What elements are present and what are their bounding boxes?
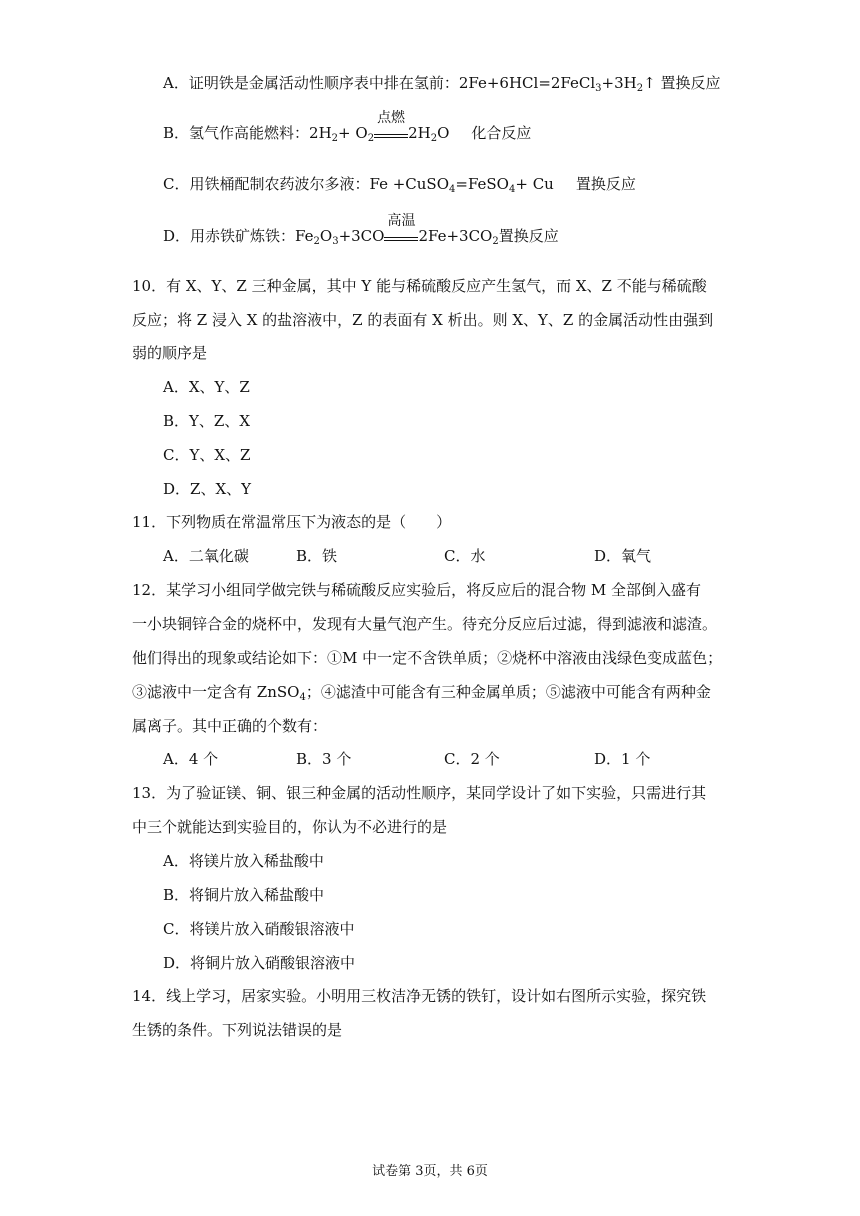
q12-stem-line-2: 一小块铜锌合金的烧杯中，发现有大量气泡产生。待充分反应后过滤，得到滤液和滤渣。 — [132, 615, 718, 633]
q9-option-d: D．用赤铁矿炼铁：$Fe_2O_3+3CO$ 高温 $2Fe+3CO_2$置换反应 — [163, 213, 559, 247]
q12-stem-line-1: 12．某学习小组同学做完铁与稀硫酸反应实验后，将反应后的混合物 M 全部倒入盛有 — [132, 581, 701, 599]
q10-stem-line-2: 反应；将 Z 浸入 X 的盐溶液中，Z 的表面有 X 析出。则 X、Y、Z 的金属活动性由强到 — [132, 311, 714, 329]
q12-option-c: C．2 个 — [444, 750, 500, 768]
q9-option-a: A．证明铁是金属活动性顺序表中排在氢前：$2Fe+6HCl=2FeCl_3+3H_2↑$ 置换反应 — [163, 74, 721, 94]
q11-option-a: A．二氧化碳 — [163, 547, 249, 565]
q14-stem-line-1: 14．线上学习，居家实验。小明用三枚洁净无锈的铁钉，设计如右图所示实验，探究铁 — [132, 987, 707, 1005]
reaction-condition: 点燃 — [374, 126, 408, 138]
q11-option-b: B．铁 — [296, 547, 338, 565]
q12-option-b: B．3 个 — [296, 750, 352, 768]
q9-option-c: C．用铁桶配制农药波尔多液：Fe +CuSO$_4$=FeSO$_4$+ Cu 置换反应 — [163, 175, 636, 195]
q10-stem-line-3: 弱的顺序是 — [132, 344, 208, 362]
page-footer: 试卷第 3页，共 6页 — [372, 1164, 488, 1179]
q10-option-d: D．Z、X、Y — [163, 480, 252, 498]
q10-option-b: B．Y、Z、X — [163, 412, 251, 430]
q9-option-b: B．氢气作高能燃料：$2H_2+ O_2$ 点燃 $2H_2O$ 化合反应 — [163, 110, 532, 144]
q11-option-d: D．氧气 — [594, 547, 652, 565]
q12-stem-line-3: 他们得出的现象或结论如下：①M 中一定不含铁单质；②烧杯中溶液由浅绿色变成蓝色； — [132, 649, 723, 667]
q11-stem: 11．下列物质在常温常压下为液态的是（ ） — [132, 513, 452, 531]
q11-option-c: C．水 — [444, 547, 486, 565]
q14-stem-line-2: 生锈的条件。下列说法错误的是 — [132, 1021, 343, 1039]
reaction-condition: 高温 — [384, 229, 418, 241]
q10-stem-line-1: 10．有 X、Y、Z 三种金属，其中 Y 能与稀硫酸反应产生氢气，而 X、Z 不能与稀硫酸 — [132, 277, 707, 295]
q12-option-a: A．4 个 — [163, 750, 219, 768]
q13-option-a: A．将镁片放入稀盐酸中 — [163, 852, 324, 870]
q13-option-b: B．将铜片放入稀盐酸中 — [163, 886, 325, 904]
q13-stem-line-2: 中三个就能达到实验目的，你认为不必进行的是 — [132, 818, 448, 836]
q13-stem-line-1: 13．为了验证镁、铜、银三种金属的活动性顺序，某同学设计了如下实验，只需进行其 — [132, 784, 707, 802]
q12-stem-line-5: 属离子。其中正确的个数有： — [132, 717, 328, 735]
q10-option-c: C．Y、X、Z — [163, 446, 251, 464]
q13-option-d: D．将铜片放入硝酸银溶液中 — [163, 954, 356, 972]
q13-option-c: C．将镁片放入硝酸银溶液中 — [163, 920, 355, 938]
q12-stem-line-4: ③滤液中一定含有 ZnSO$_4$；④滤渣中可能含有三种金属单质；⑤滤液中可能含有两种金 — [132, 683, 711, 703]
q10-option-a: A．X、Y、Z — [163, 378, 250, 396]
q12-option-d: D．1 个 — [594, 750, 651, 768]
